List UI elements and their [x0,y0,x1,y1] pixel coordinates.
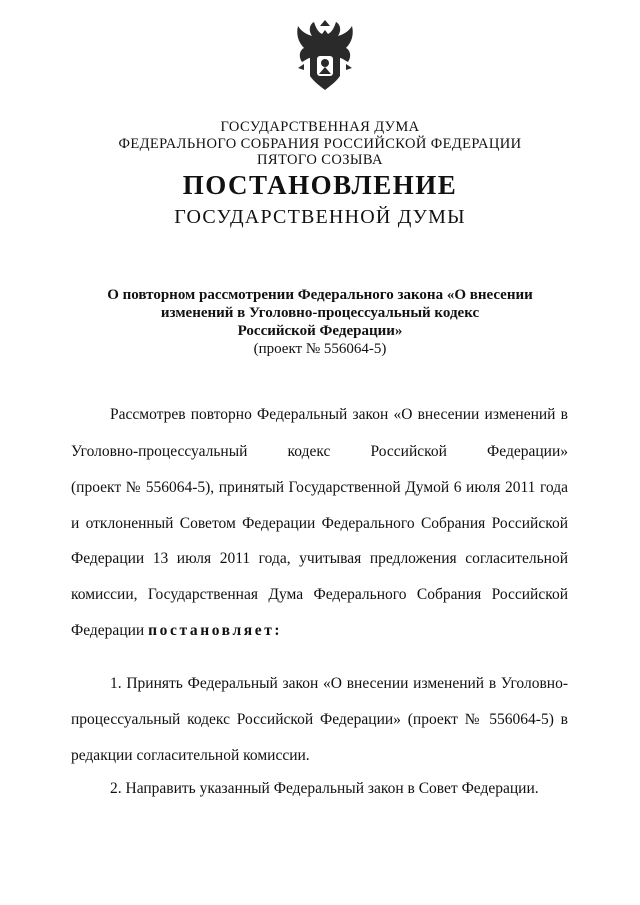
document-type-subtitle: ГОСУДАРСТВЕННОЙ ДУМЫ [174,206,466,228]
item-1-line-2: процессуальный кодекс Российской Федерации» (проект № 556064-5) в [71,711,568,728]
preamble-line-2: Уголовно-процессуальный кодекс Российской Федерации» [71,443,568,460]
preamble-line-4: и отклоненный Советом Федерации Федерального Собрания Российской [71,515,568,532]
item-1-line-3: редакции согласительной комиссии. [71,747,310,764]
item-1-line-1: 1. Принять Федеральный закон «О внесении изменений в Уголовно- [110,675,568,692]
org-line-2: ФЕДЕРАЛЬНОГО СОБРАНИЯ РОССИЙСКОЙ ФЕДЕРАЦИИ [118,136,522,152]
preamble-line-6: комиссии, Государственная Дума Федерального Собрания Российской [71,586,568,603]
coat-of-arms-emblem-icon [290,20,360,96]
preamble-line-5: Федерации 13 июля 2011 года, учитывая предложения согласительной [71,550,568,567]
item-2: 2. Направить указанный Федеральный закон в Совет Федерации. [110,780,539,797]
subject-line-3: Российской Федерации» [237,323,403,339]
preamble-line-7 [71,622,568,640]
preamble-line-1: Рассмотрев повторно Федеральный закон «О внесении изменений в [110,406,568,423]
resolution-keyword: постановляет: [148,622,283,639]
preamble-line-3: (проект № 556064-5), принятый Государственной Думой 6 июля 2011 года [71,479,568,496]
subject-project-number: (проект № 556064-5) [253,341,387,357]
preamble-last-line-start: Федерации [71,622,145,639]
org-line-3: ПЯТОГО СОЗЫВА [257,152,383,168]
document-type-title: ПОСТАНОВЛЕНИЕ [182,170,458,200]
subject-line-1: О повторном рассмотрении Федерального закона «О внесении [107,287,533,303]
org-line-1: ГОСУДАРСТВЕННАЯ ДУМА [220,119,420,135]
subject-line-2: изменений в Уголовно-процессуальный кодекс [160,305,480,321]
